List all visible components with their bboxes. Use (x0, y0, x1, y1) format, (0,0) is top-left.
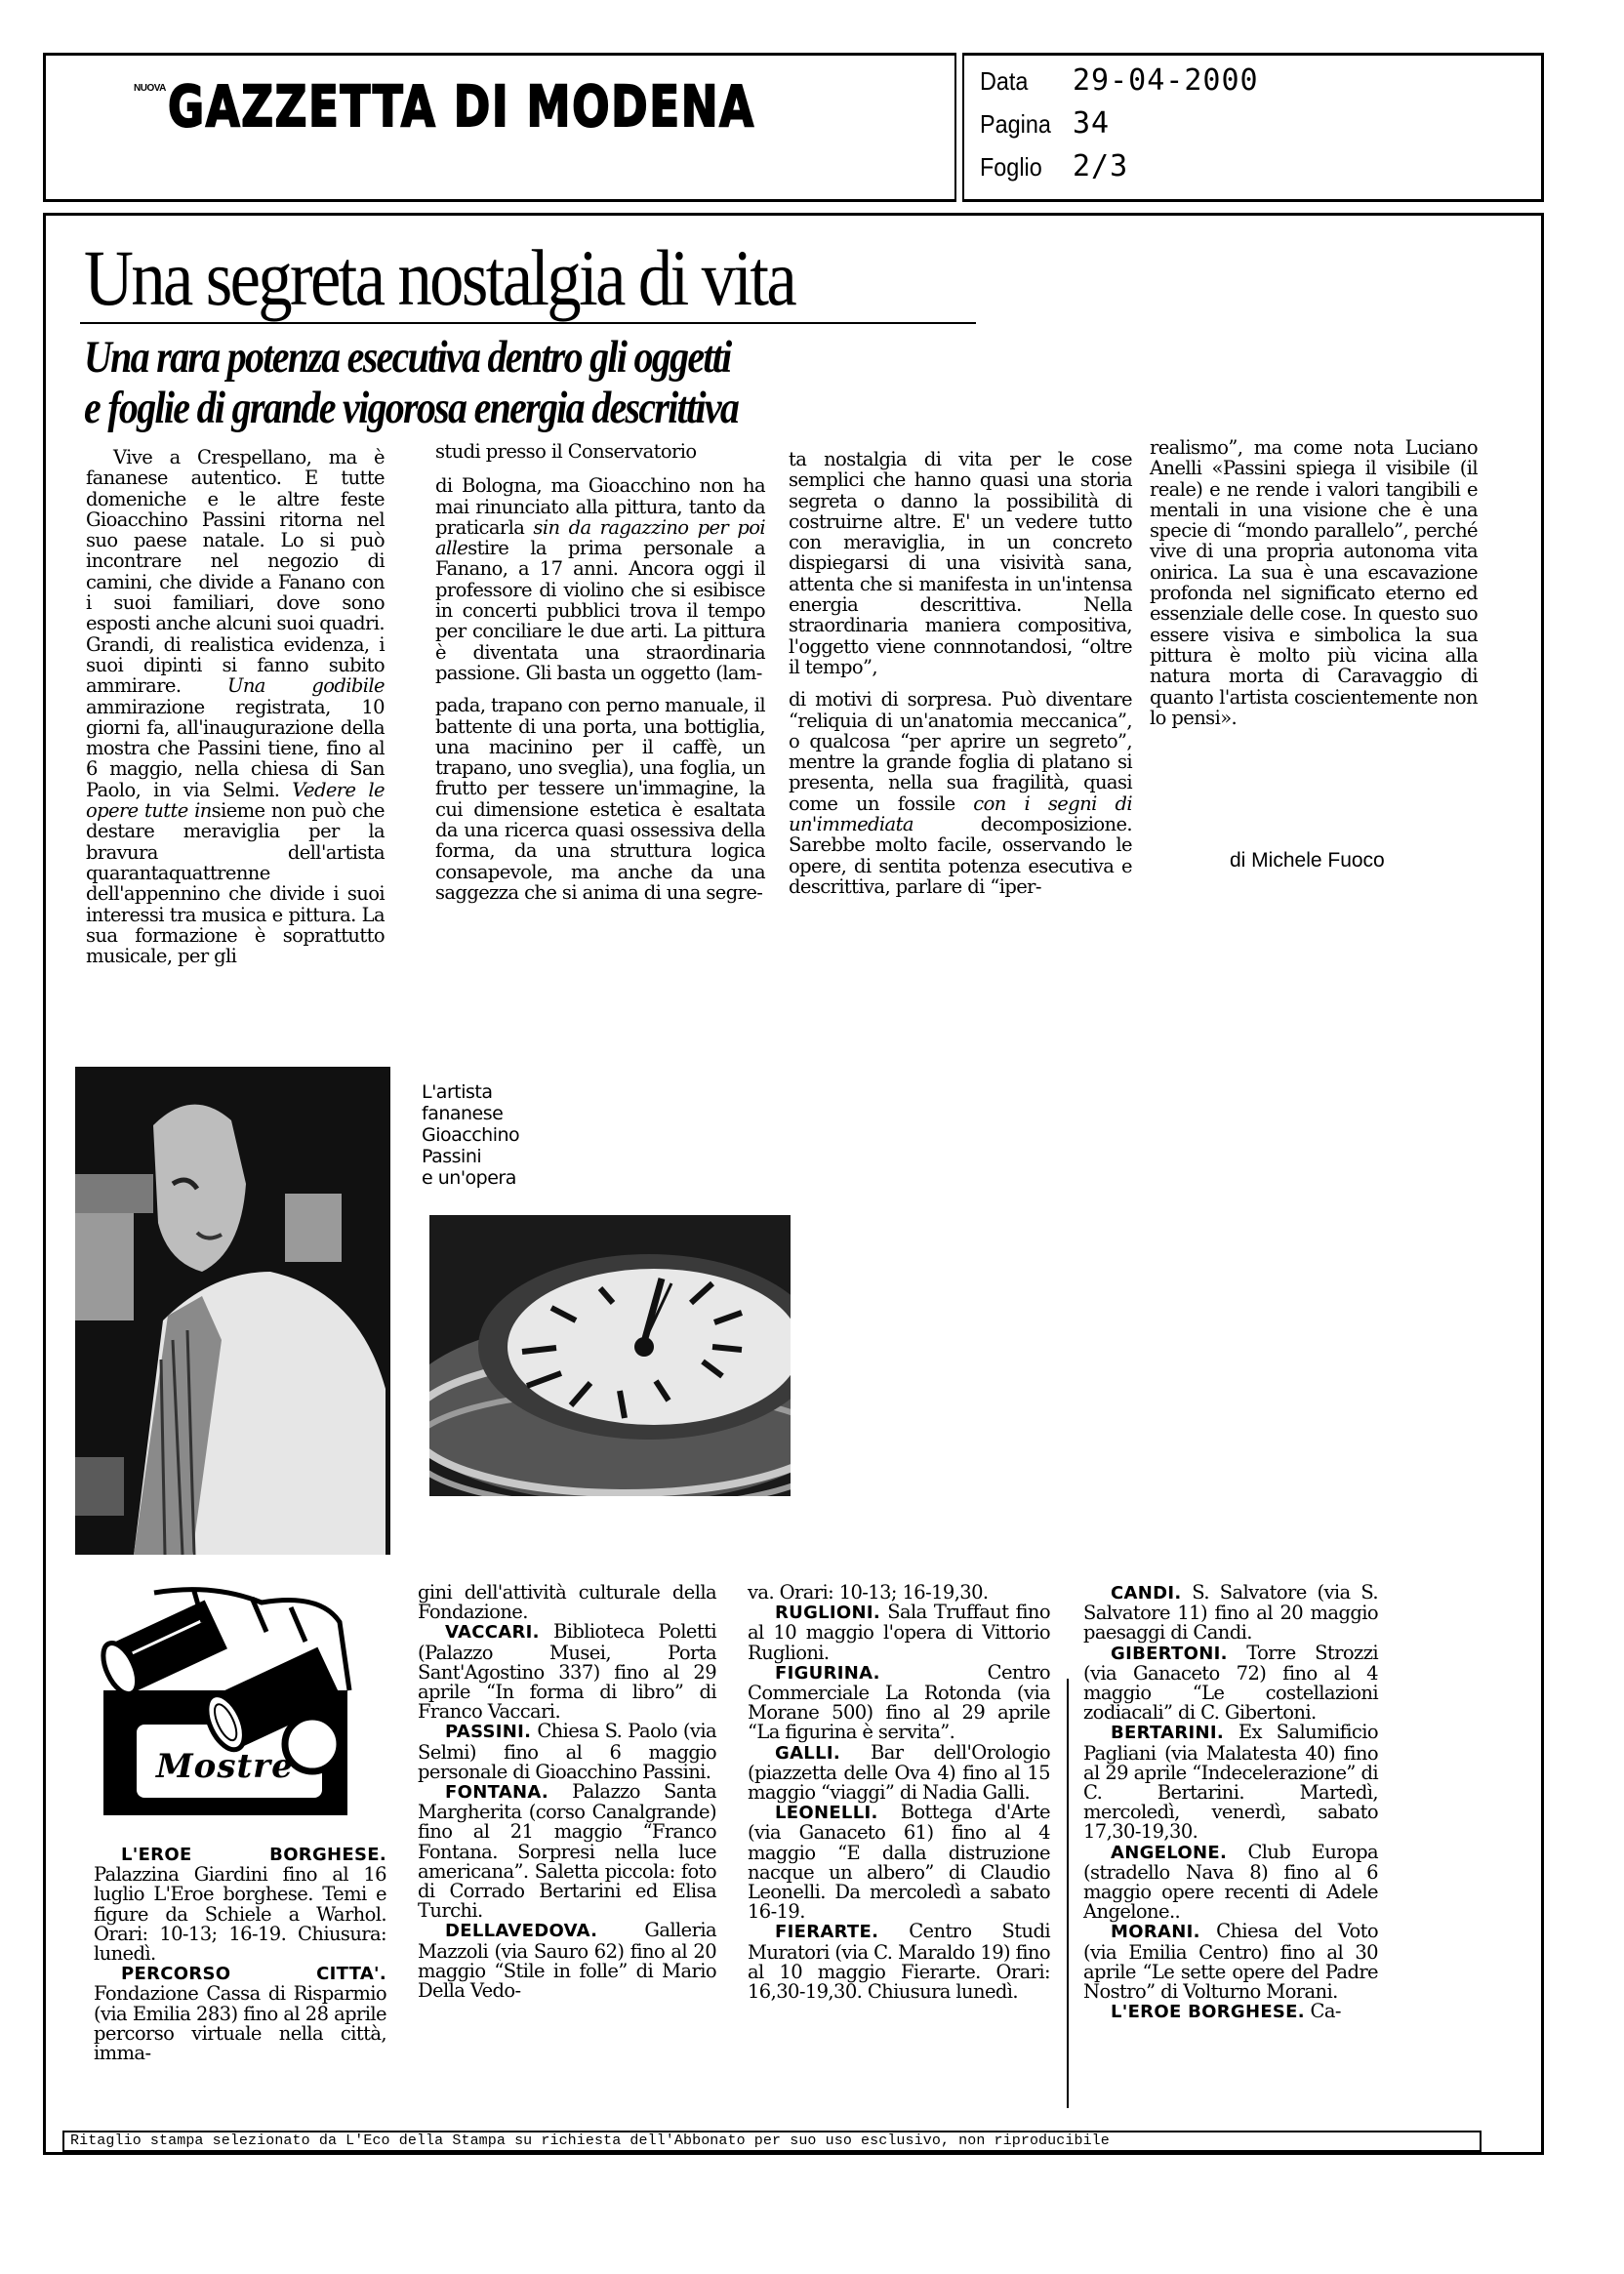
listing-keyword: PASSINI. (445, 1722, 532, 1743)
listing-text: Bottega d'Arte (via Ganaceto 61) fino al 4 maggio “E dalla distruzione nacque un albero” di Claudio Leonelli. Da mercoledì a sabato 16-19. (748, 1801, 1050, 1924)
meta-sheet (980, 149, 1128, 183)
meta-label: Data (980, 66, 1029, 96)
masthead-title: GAZZETTA DI MODENA (167, 73, 755, 140)
article-column-4 (1150, 437, 1478, 728)
mostre-section-logo (96, 1583, 359, 1817)
meta-page (980, 106, 1110, 141)
article-column-3 (789, 449, 1132, 897)
mostre-logo-label: Mostre (156, 1747, 294, 1786)
listing-item (94, 1845, 386, 1964)
masthead-box (43, 53, 956, 202)
listing-keyword: L'EROE BORGHESE. (1111, 2002, 1305, 2023)
subtitle-line: Una rara potenza esecutiva dentro gli oggetti (84, 332, 731, 383)
subtitle-line: e foglie di grande vigorosa energia descrittiva (84, 383, 739, 433)
listings-column-1 (94, 1845, 386, 2063)
listing-item (748, 1603, 1050, 1663)
article-title: Una segreta nostalgia di vita (84, 233, 795, 322)
listing-item (1083, 1922, 1378, 2002)
listing-item (418, 1921, 716, 2001)
listing-text: Galleria Mazzoli (via Sauro 62) fino al 20 maggio “Stile in folle” di Mario Della Vedo- (418, 1919, 716, 2003)
listing-keyword: LEONELLI. (775, 1803, 878, 1824)
listing-item (1083, 1641, 1378, 1725)
byline: di Michele Fuoco (1230, 849, 1385, 872)
text: decomposizione. Sarebbe molto facile, osservando le opere, di sentita potenza esecutiva e descrittiva, parlare di “iper- (789, 813, 1132, 898)
clipping-footer-notice: Ritaglio stampa selezionato da L'Eco della Stampa su richiesta dell'Abbonato per suo uso esclusivo, non riproducibile (62, 2131, 1482, 2152)
text: di motivi di sorpresa. Può diventare “reliquia di un'anatomia meccanica”, o qualcosa “per aprire un segreto”, mentre la grande foglia di platano si presenta, nella sua fragilità, quasi come un fossile (789, 688, 1132, 815)
listing-item (418, 1722, 716, 1782)
listing-keyword: FIGURINA. (775, 1662, 880, 1684)
text: stire la prima personale a Fanano, a 17 anni. Ancora oggi il professore di violino che si esibisce in concerti pubblici trova il tempo per conciliare le due arti. La pittura è diventata una straordinaria passione. Gli basta un oggetto (lam- (435, 537, 765, 684)
listing-text: Bar dell'Orologio (piazzetta delle Ova 4) fino al 15 maggio “viaggi” di Nadia Galli. (748, 1740, 1050, 1805)
listing-item (418, 1622, 716, 1722)
paragraph (789, 689, 1132, 897)
listing-keyword: FIERARTE. (775, 1922, 879, 1943)
listing-item (1083, 1723, 1378, 1842)
clipping-meta-box (962, 53, 1544, 202)
meta-label: Pagina (980, 109, 1051, 139)
listings-column-3 (748, 1583, 1050, 2002)
clock-artwork-photo (429, 1215, 791, 1496)
paragraph (435, 475, 765, 683)
paragraph (86, 447, 385, 966)
listing-item (1083, 1840, 1378, 1924)
caption-line: L'artista (422, 1081, 493, 1103)
italic-text: sin da ragazzino per poi alle (435, 515, 765, 560)
italic-text: Vedere le opere tutte in (86, 778, 385, 823)
newspaper-masthead (134, 73, 920, 140)
listing-text: Ca- (1304, 2000, 1341, 2023)
listing-keyword: DELLAVEDOVA. (445, 1921, 598, 1942)
photo-caption (422, 1081, 519, 1189)
artist-photo (75, 1067, 390, 1555)
listing-item (418, 1782, 716, 1921)
listing-keyword: GALLI. (775, 1742, 840, 1764)
meta-value: 34 (1073, 106, 1111, 141)
column-divider (1067, 1679, 1069, 2108)
listing-text: Centro Commerciale La Rotonda (via Morane 500) fino al 29 aprile “La figurina è servita”. (748, 1660, 1050, 1744)
listing-text: S. Salvatore (via S. Salvatore 11) fino al 20 maggio paesaggi di Candi. (1083, 1581, 1378, 1645)
listing-item (94, 1964, 386, 2063)
listing-keyword: CANDI. (1111, 1583, 1182, 1604)
paragraph: realismo”, ma come nota Luciano Anelli «Passini spiega il visibile (il reale) e ne rende i valori tangibili e mentali in una visione che è una specie di “mondo parallelo”, perché vive di una propria autonoma vita onirica. La sua è una escavazione profonda nel significato eterno ed essenziale delle cose. In questo suo essere visiva e simbolica la sua pittura è molto più vicina alla natura morta di Caravaggio di quanto l'artista coscientemente non lo pensi». (1150, 436, 1478, 729)
article-subtitle (84, 332, 738, 433)
paragraph: ta nostalgia di vita per le cose semplici che hanno quasi una storia segreta o danno la possibilità di costruirne altre. E' un vedere tutto con meraviglia, in un concreto dispiegarsi di una visività sana, attenta che si manifesta in un'intensa energia descrittiva. Nella straordinaria maniera compositiva, l'oggetto viene connnotandosi, “oltre il tempo”, (789, 448, 1132, 678)
italic-text: Una godibile (181, 674, 385, 698)
listing-keyword: PERCORSO CITTA'. (121, 1964, 386, 1985)
listing-keyword: RUGLIONI. (775, 1603, 881, 1624)
listing-text: Biblioteca Poletti (Palazzo Musei, Porta Sant'Agostino 337) fino al 29 aprile “In forma di libro” di Franco Vaccari. (418, 1620, 716, 1724)
listing-item (748, 1740, 1050, 1805)
listing-keyword: FONTANA. (445, 1782, 549, 1804)
listing-text: Sala Truffaut fino al 10 maggio l'opera di Vittorio Ruglioni. (748, 1601, 1050, 1664)
listing-text: Palazzo Santa Margherita (corso Canalgrande) fino al 21 maggio “Franco Fontana. Sorpresi nella luce americana”. Saletta piccola: foto di Corrado Bertarini ed Elisa Turchi. (418, 1780, 716, 1923)
paragraph: pada, trapano con perno manuale, il battente di una porta, una bottiglia, una macinino per il caffè, un trapano, uno sveglia), una foglia, un frutto per tessere un'immagine, la cui dimensione estetica è esaltata da una ricerca quasi ossessiva della forma, da una struttura logica consapevole, ma anche da una saggezza che si anima di una segre- (435, 694, 765, 904)
italic-text: con i segni di un'immediata (789, 792, 1132, 836)
text: sieme non può che destare meraviglia per la bravura dell'artista quarantaquattrenne dell'appennino che divide i suoi interessi tra musica e pittura. La sua formazione è soprattutto musicale, per gli (86, 799, 385, 968)
listing-text: Torre Strozzi (via Ganaceto 72) fino al 4 maggio “Le costellazioni zodiacali” di C. Gibertoni. (1083, 1641, 1378, 1725)
artist-portrait-image (75, 1067, 390, 1555)
listing-text: Ex Salumificio Pagliani (via Malatesta 40) fino al 29 aprile “Indecelerazione” di C. Bertarini. Martedì, mercoledì, venerdì, sabato 17,30-19,30. (1083, 1721, 1378, 1844)
masthead-prefix: NUOVA (134, 83, 166, 94)
caption-line: fananese (422, 1103, 504, 1124)
listing-item (748, 1922, 1050, 2002)
listing-item (1083, 1583, 1378, 1644)
listing-item (1083, 2002, 1378, 2022)
listing-continuation: va. Orari: 10-13; 16-19,30. (748, 1581, 989, 1604)
listing-text: Club Europa (stradello Nava 8) fino al 6 maggio opere recenti di Adele Angelone.. (1083, 1840, 1378, 1924)
listing-item (748, 1803, 1050, 1922)
caption-line: e un'opera (422, 1167, 516, 1189)
text: di Bologna, ma Gioacchino non ha mai rinunciato alla pittura, tanto da praticarla (435, 474, 765, 539)
listing-text: Chiesa S. Paolo (via Selmi) fino al 6 maggio personale di Gioacchino Passini. (418, 1720, 716, 1783)
listing-keyword: L'EROE BORGHESE. (121, 1845, 386, 1865)
listing-keyword: VACCARI. (445, 1622, 540, 1644)
listing-keyword: GIBERTONI. (1111, 1643, 1228, 1664)
listings-column-2 (418, 1583, 716, 2001)
clock-painting-image (429, 1215, 791, 1496)
paragraph: studi presso il Conservatorio (435, 440, 697, 463)
listing-text: Chiesa del Voto (via Emilia Centro) fino al 30 aprile “Le sette opere del Padre Nostro” di Volturno Morani. (1083, 1920, 1378, 2004)
text: ammirazione registrata, 10 giorni fa, all'inaugurazione della mostra che Passini tiene, fino al 6 maggio, nella chiesa di San Paolo, in via Selmi. (86, 695, 385, 801)
listing-continuation: gini dell'attività culturale della Fondazione. (418, 1581, 716, 1624)
caption-line: Passini (422, 1146, 482, 1167)
listing-text: Centro Studi Muratori (via C. Maraldo 19) fino al 10 maggio Fierarte. Orari: 16,30-19,30. Chiusura lunedì. (748, 1920, 1050, 2004)
meta-label: Foglio (980, 152, 1042, 182)
listing-keyword: ANGELONE. (1111, 1842, 1228, 1863)
meta-date (980, 63, 1259, 98)
title-underline (80, 322, 976, 324)
text: Vive a Crespellano, ma è fananese autentico. E tutte domeniche e le altre feste Gioacchino Passini ritorna nel suo paese natale. Lo si può incontrare nel negozio di camini, che divide a Fanano con i suoi familiari, dove sono esposti anche alcuni suoi quadri. Grandi, di realistica evidenza, i suoi dipinti si fanno subito ammirare. (86, 446, 385, 698)
listing-text: Palazzina Giardini fino al 16 luglio L'Eroe borghese. Temi e figure da Schiele a Warhol. Orari: 10-13; 16-19. Chiusura: lunedì. (94, 1863, 386, 1966)
listing-keyword: BERTARINI. (1111, 1723, 1225, 1744)
listings-column-4 (1083, 1583, 1378, 2022)
listing-text: Fondazione Cassa di Risparmio (via Emilia 283) fino al 28 aprile percorso virtuale nella città, imma- (94, 1982, 386, 2065)
caption-line: Gioacchino (422, 1124, 520, 1146)
meta-value: 29-04-2000 (1073, 63, 1259, 98)
listing-keyword: MORANI. (1111, 1922, 1200, 1943)
meta-value: 2/3 (1073, 149, 1129, 183)
article-column-1 (86, 447, 385, 966)
article-column-2 (435, 441, 765, 903)
listing-item (748, 1660, 1050, 1744)
